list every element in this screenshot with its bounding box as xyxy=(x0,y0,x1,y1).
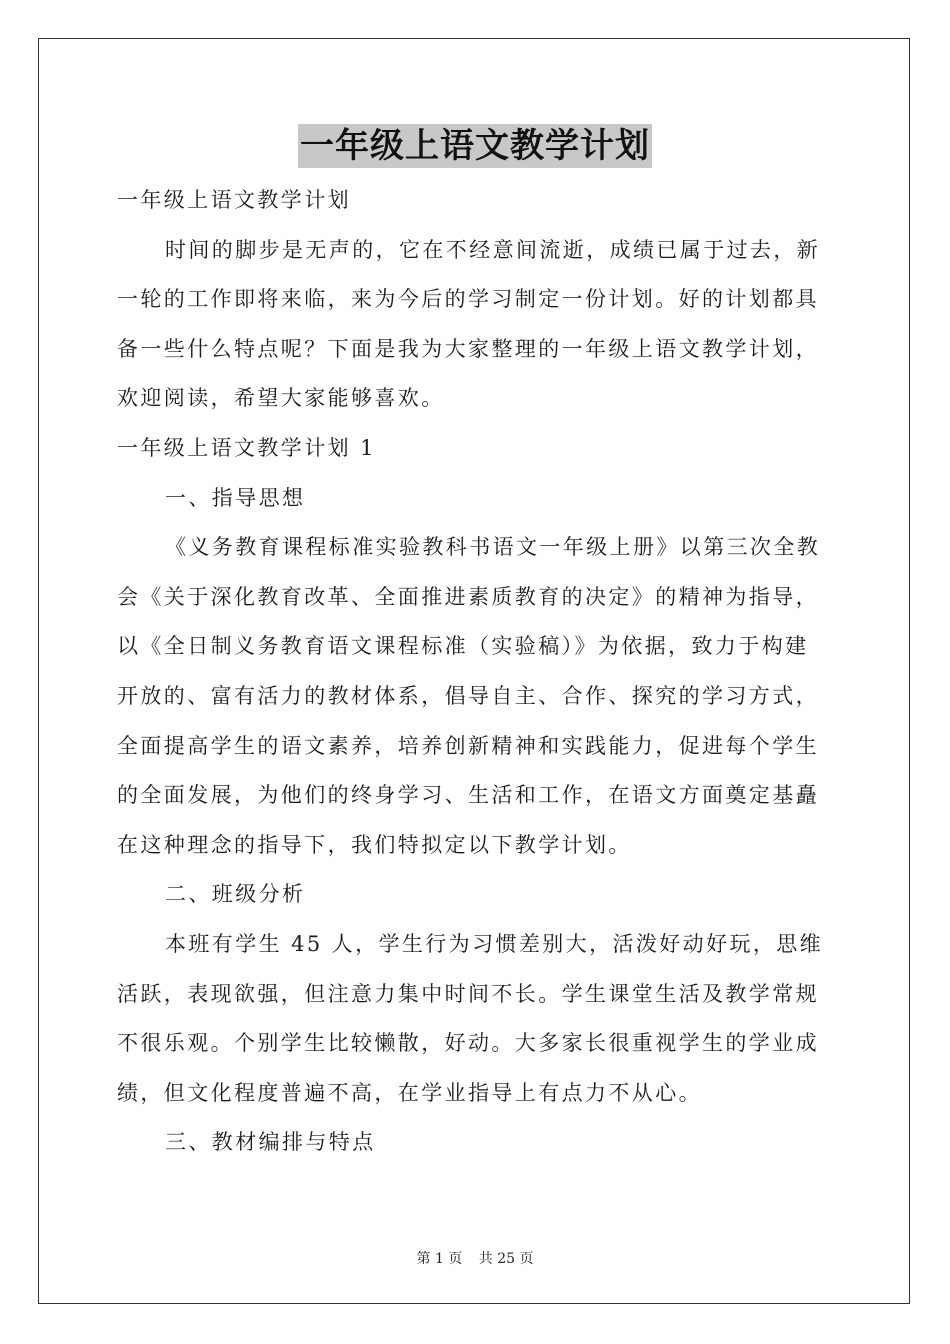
text-line: 全面提高学生的语文素养，培养创新精神和实践能力，促进每个学生 xyxy=(117,733,819,758)
document-title: 一年级上语文教学计划 xyxy=(300,126,650,166)
text-line: 在这种理念的指导下，我们特拟定以下教学计划。 xyxy=(117,832,632,857)
text-line: 会《关于深化教育改革、全面推进素质教育的决定》的精神为指导， xyxy=(117,584,819,609)
text-line: 活跃，表现欲强，但注意力集中时间不长。学生课堂生活及教学常规 xyxy=(117,981,819,1006)
text-line: 的全面发展，为他们的终身学习、生活和工作，在语文方面奠定基矗 xyxy=(117,783,819,808)
text-line: 时间的脚步是无声的，它在不经意间流逝，成绩已属于过去，新 xyxy=(165,237,821,262)
text-line: 备一些什么特点呢？下面是我为大家整理的一年级上语文教学计划， xyxy=(117,336,819,361)
document-title-container xyxy=(0,124,950,172)
text-line: 绩，但文化程度普遍不高，在学业指导上有点力不从心。 xyxy=(117,1080,702,1105)
text-line: 二、班级分析 xyxy=(165,882,306,907)
text-line: 本班有学生 45 人，学生行为习惯差别大，活泼好动好玩，思维 xyxy=(165,931,824,956)
text-line: 不很乐观。个别学生比较懒散，好动。大多家长很重视学生的学业成 xyxy=(117,1031,819,1056)
text-line: 《义务教育课程标准实验教科书语文一年级上册》以第三次全教 xyxy=(165,535,821,560)
text-line: 一轮的工作即将来临，来为今后的学习制定一份计划。好的计划都具 xyxy=(117,287,819,312)
page-footer xyxy=(0,1248,950,1268)
text-line: 一年级上语文教学计划 xyxy=(117,188,351,212)
document-body xyxy=(117,176,833,1168)
text-line: 一年级上语文教学计划 1 xyxy=(117,435,376,460)
text-line: 欢迎阅读，希望大家能够喜欢。 xyxy=(117,386,445,411)
text-line: 开放的、富有活力的教材体系，倡导自主、合作、探究的学习方式， xyxy=(117,683,819,708)
text-line: 三、教材编排与特点 xyxy=(165,1130,376,1155)
page-number: 第 1 页 xyxy=(416,1251,463,1267)
text-line: 一、指导思想 xyxy=(165,485,306,510)
page-total: 共 25 页 xyxy=(478,1251,534,1267)
text-line: 以《全日制义务教育语文课程标准（实验稿）》为依据，致力于构建 xyxy=(117,634,809,659)
